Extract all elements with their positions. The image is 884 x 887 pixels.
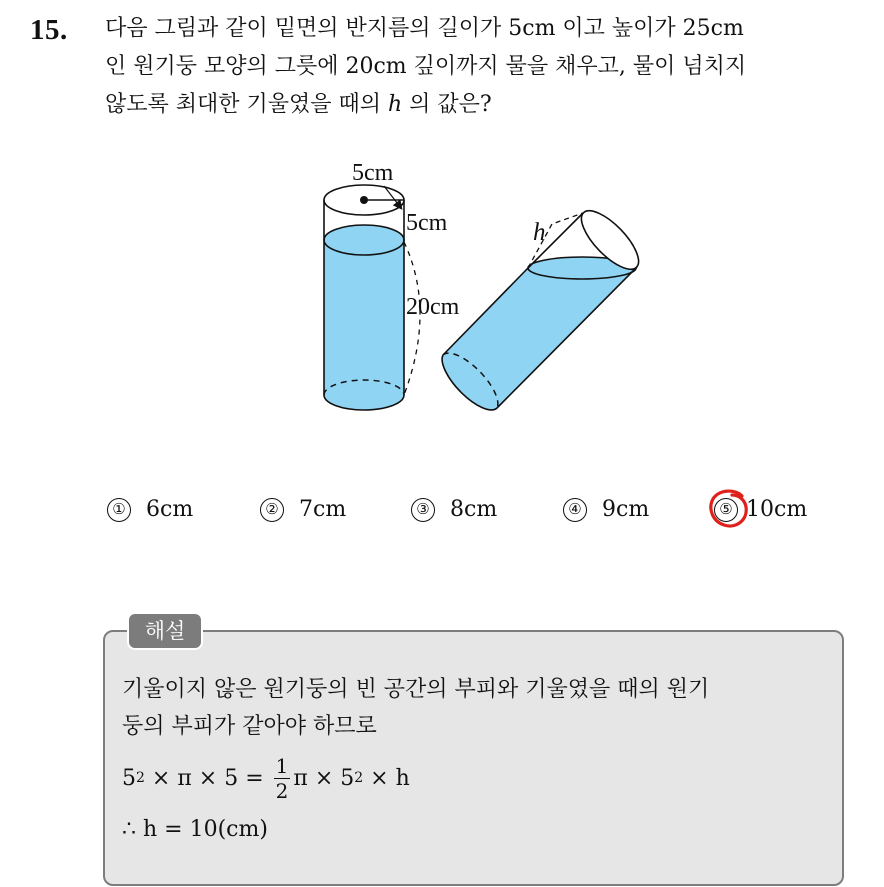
- choice-3[interactable]: [411, 497, 497, 522]
- formula-fraction: [274, 754, 291, 803]
- question-variable-h: h: [388, 92, 403, 117]
- choice-3-number: ③: [411, 498, 435, 522]
- formula-right-rest: × h: [363, 765, 410, 791]
- choice-4-text: 9cm: [602, 497, 650, 522]
- formula-right-exponent: 2: [354, 770, 364, 786]
- choice-1[interactable]: [107, 497, 193, 522]
- fraction-numerator: 1: [275, 753, 289, 778]
- cylinder-diagram: [300, 150, 660, 430]
- question-text-line-3-start: 않도록 최대한 기울였을 때의: [105, 92, 388, 117]
- formula-left-rest: × π × 5 =: [144, 765, 271, 791]
- choice-3-text: 8cm: [450, 497, 498, 522]
- solution-line-1: 기울이지 않은 원기둥의 빈 공간의 부피와 기울였을 때의 원기: [122, 677, 710, 702]
- answer-mark-icon: [706, 486, 752, 532]
- choice-1-text: 6cm: [146, 497, 194, 522]
- label-radius: 5cm: [352, 160, 394, 186]
- tilted-water-body: [442, 257, 636, 410]
- choice-5-number: ⑤: [714, 498, 738, 522]
- formula-right: π × 5: [293, 765, 355, 791]
- label-h: h: [533, 219, 546, 246]
- label-depth: 20cm: [406, 294, 460, 320]
- choice-1-number: ①: [107, 498, 131, 522]
- fraction-denominator: 2: [275, 778, 289, 803]
- question-number: 15.: [30, 14, 68, 46]
- choice-5-text: 10cm: [746, 497, 808, 522]
- solution-formula: [122, 748, 410, 808]
- question-text-line-3: [105, 90, 492, 120]
- choice-4[interactable]: [563, 497, 649, 522]
- solution-line-2: 둥의 부피가 같아야 하므로: [122, 714, 377, 739]
- choice-2[interactable]: [260, 497, 346, 522]
- cylinder-figure: [300, 150, 660, 430]
- choice-4-number: ④: [563, 498, 587, 522]
- formula-left-exponent: 2: [136, 770, 145, 786]
- formula-left-base: 5: [122, 765, 136, 791]
- solution-tag: 해설: [127, 612, 203, 650]
- question-text-line-3-end: 의 값은?: [402, 92, 492, 117]
- label-gap: 5cm: [406, 210, 448, 236]
- solution-conclusion: ∴ h = 10(cm): [122, 817, 268, 842]
- question-text-line-1: 다음 그림과 같이 밑면의 반지름의 길이가 5cm 이고 높이가 25cm: [105, 16, 744, 41]
- question-text-line-2: 인 원기둥 모양의 그릇에 20cm 깊이까지 물을 채우고, 물이 넘치지: [105, 54, 747, 79]
- upright-water-surface: [324, 225, 404, 255]
- choice-2-number: ②: [260, 498, 284, 522]
- choice-2-text: 7cm: [299, 497, 347, 522]
